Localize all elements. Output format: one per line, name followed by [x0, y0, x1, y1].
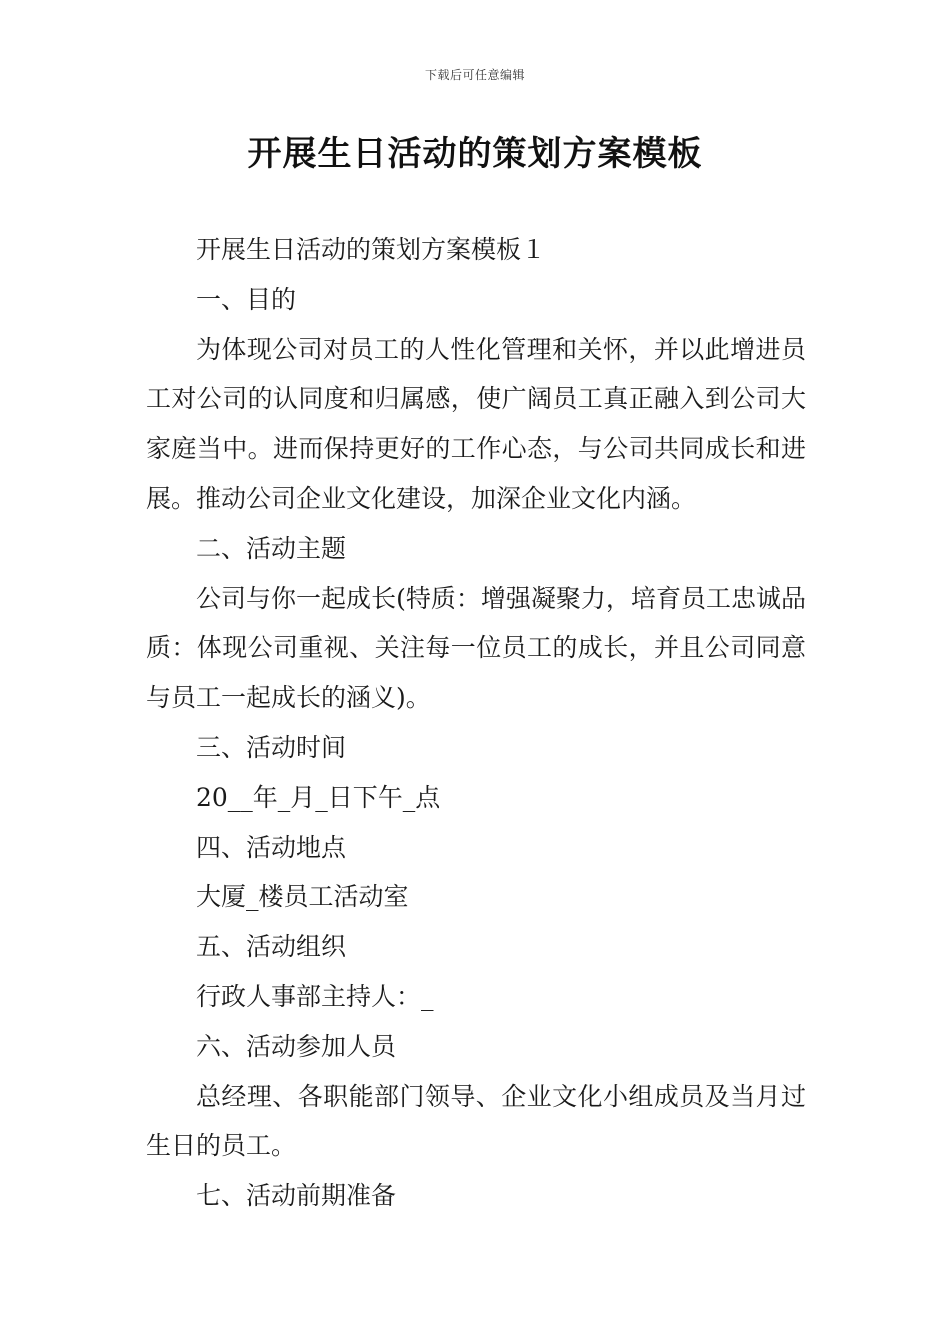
section-heading-participants: 六、活动参加人员 [196, 1031, 397, 1061]
section-heading-purpose: 一、目的 [196, 284, 297, 314]
paragraph-theme: 公司与你一起成长(特质：增强凝聚力，培育员工忠诚品质：体现公司重视、关注每一位员工的成长，并且公司同意与员工一起成长的涵义)。 [146, 583, 806, 713]
header-note: 下载后可任意编辑 [424, 68, 525, 82]
document-body [146, 225, 806, 1221]
section-heading-preparation: 七、活动前期准备 [196, 1181, 397, 1211]
section-heading-location: 四、活动地点 [196, 832, 347, 862]
section-heading-theme: 二、活动主题 [196, 533, 347, 563]
paragraph-subtitle: 开展生日活动的策划方案模板１ [196, 235, 547, 264]
section-heading-time: 三、活动时间 [196, 732, 347, 762]
paragraph-organization: 行政人事部主持人：_ [196, 981, 434, 1011]
section-heading-organization: 五、活动组织 [196, 932, 347, 962]
paragraph-location: 大厦_楼员工活动室 [196, 882, 409, 912]
document-title: 开展生日活动的策划方案模板 [247, 134, 703, 174]
paragraph-time: 20__年_月_日下午_点 [196, 782, 441, 812]
paragraph-purpose: 为体现公司对员工的人性化管理和关怀，并以此增进员工对公司的认同度和归属感，使广阔员工真正融入到公司大家庭当中。进而保持更好的工作心态，与公司共同成长和进展。推动公司企业文化建设，加深企业文化内涵。 [146, 334, 806, 513]
paragraph-participants: 总经理、各职能部门领导、企业文化小组成员及当月过生日的员工。 [146, 1081, 806, 1161]
